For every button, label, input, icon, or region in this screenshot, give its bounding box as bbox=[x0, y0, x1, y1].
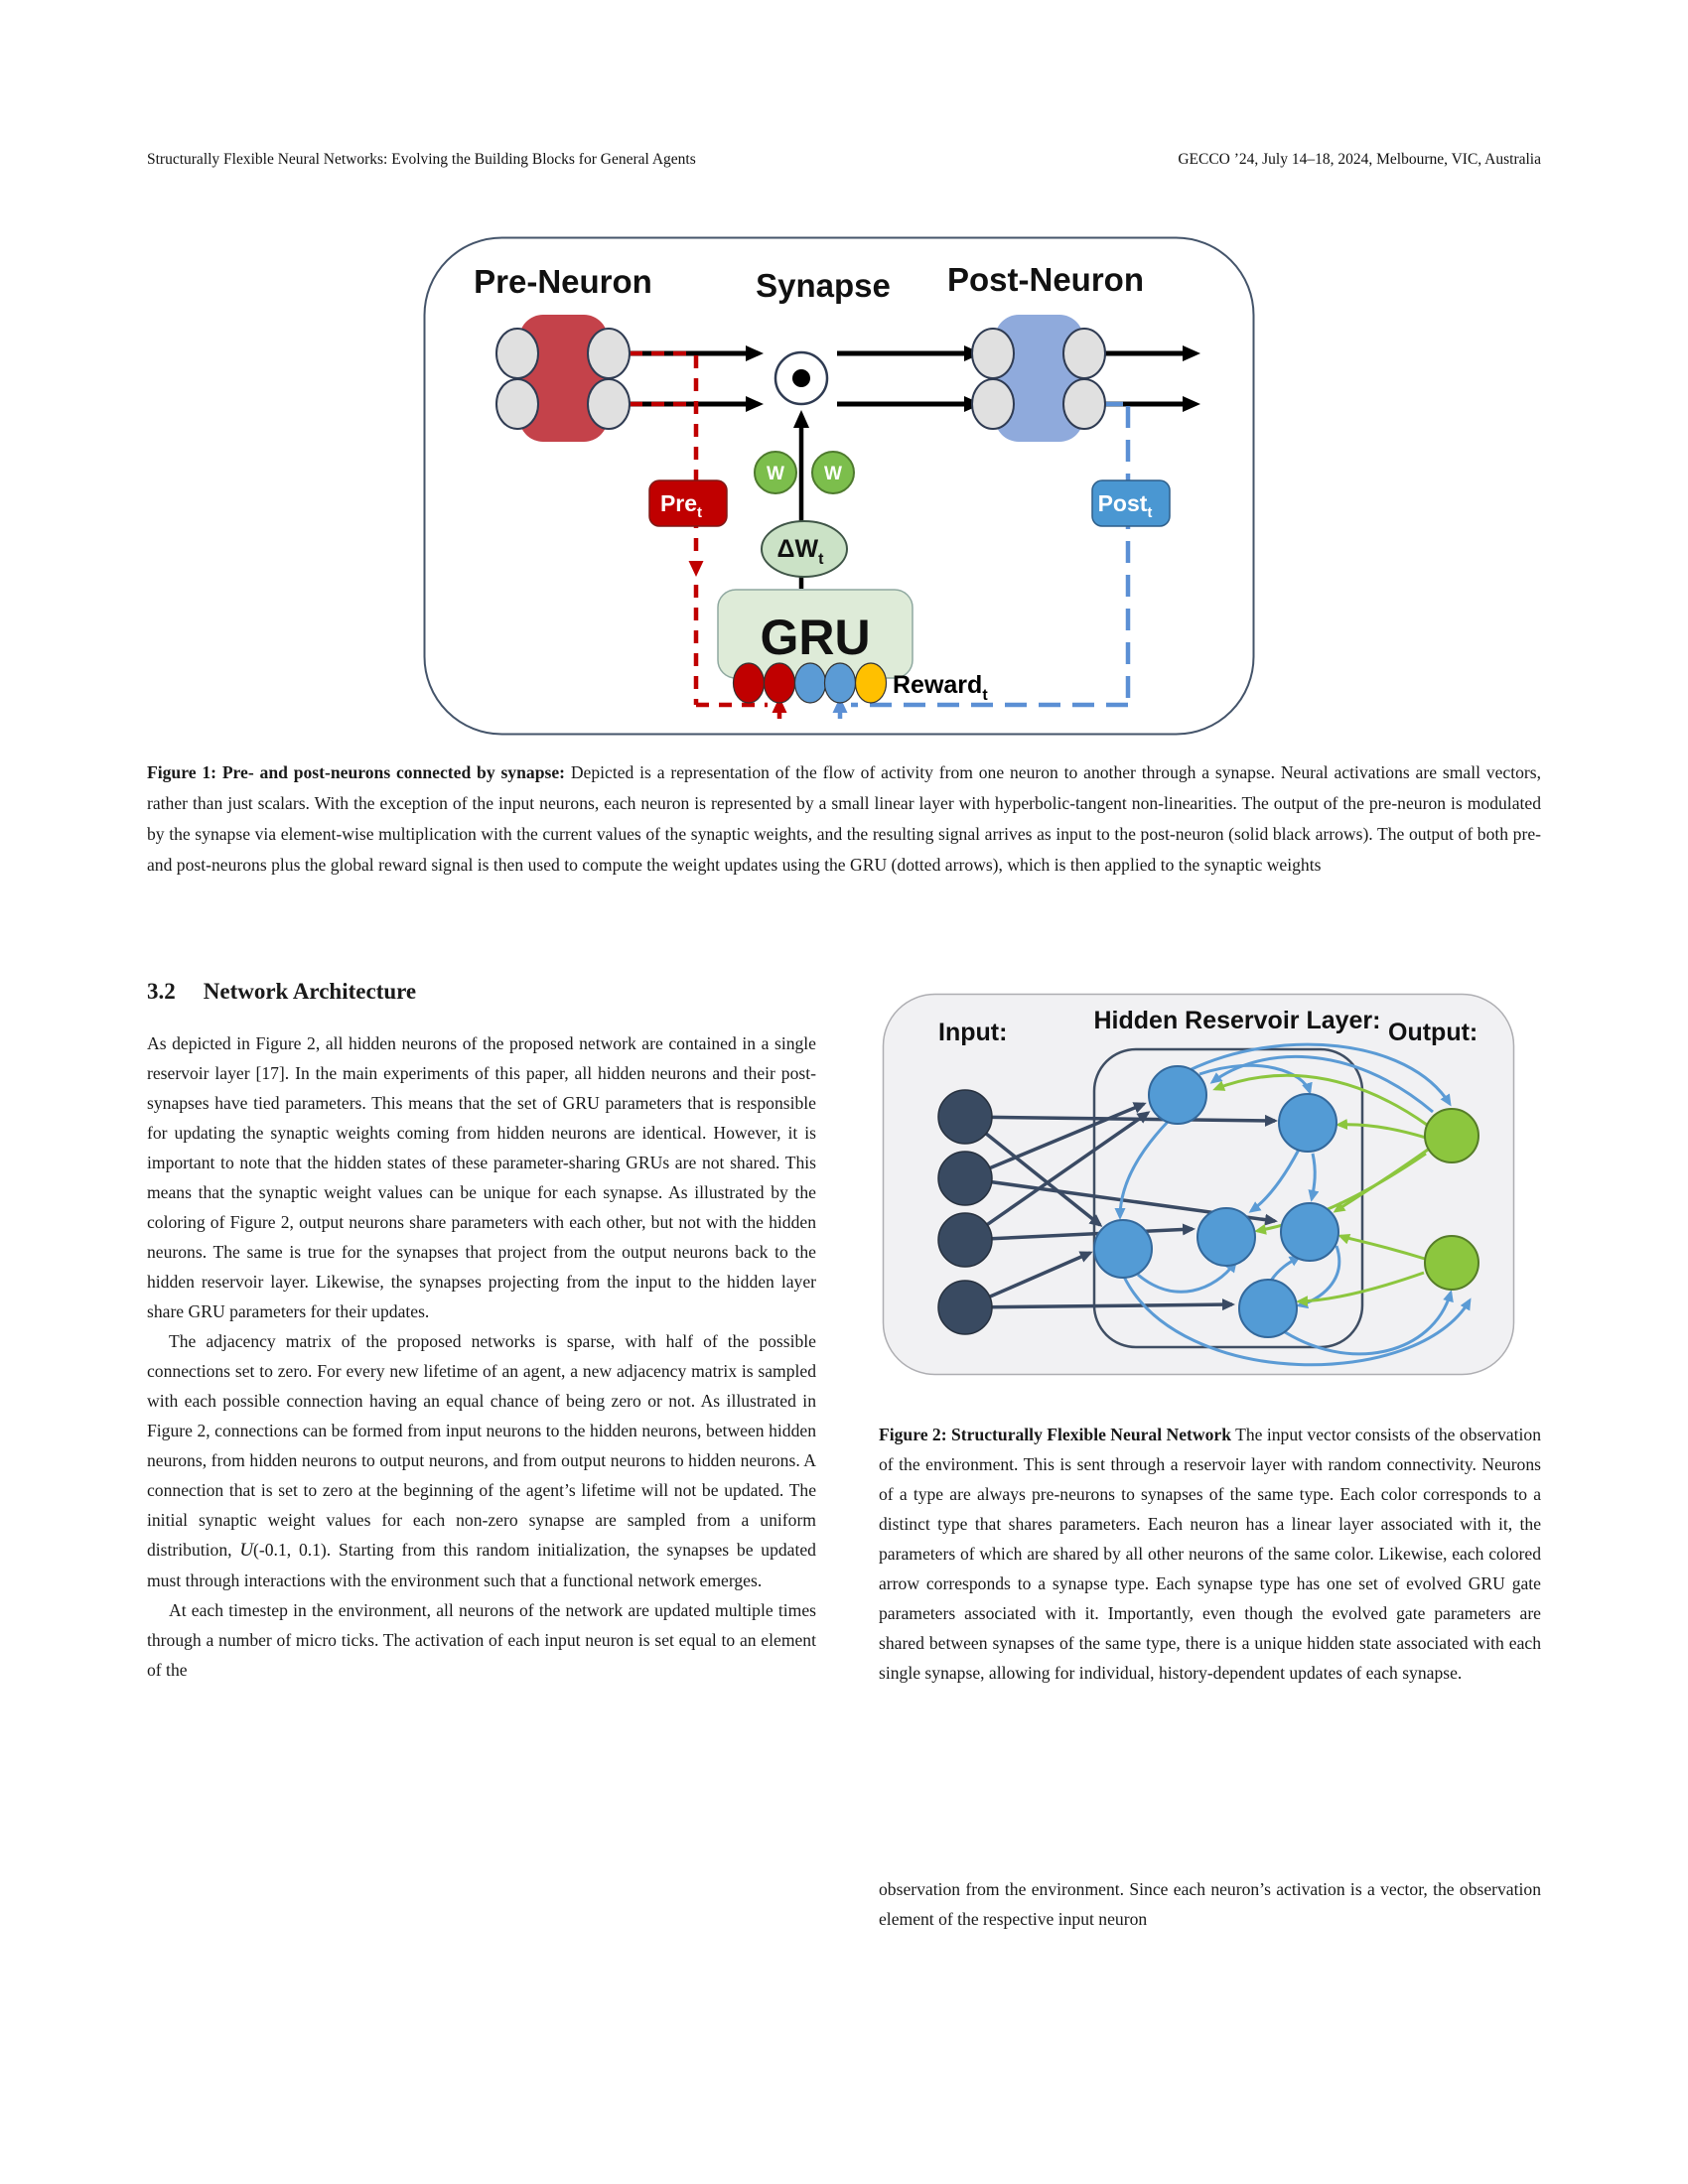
running-title: Structurally Flexible Neural Networks: Evolving the Building Blocks for General Agents bbox=[147, 151, 696, 168]
figure1-diagram bbox=[422, 235, 1256, 737]
paragraph: As depicted in Figure 2, all hidden neurons of the proposed network are contained in a single reservoir layer [17]. In the main experiments of this paper, all hidden neurons and their post-synapses have tied parameters. This means that the set of GRU parameters that is responsible for updating the synaptic weights coming from hidden neurons are identical. However, it is important to note that the hidden states of these parameter-sharing GRUs are not shared. This means that the synaptic weight values can be unique for each synapse. As illustrated by the coloring of Figure 2, output neurons share parameters with each other, but not with the hidden neurons. The same is true for the synapses that project from the output neurons back to the hidden reservoir layer. Likewise, the synapses projecting from the input to the hidden layer share GRU parameters for their updates. bbox=[147, 1033, 816, 1321]
figure2-caption-lead: Figure 2: Structurally Flexible Neural Network bbox=[879, 1425, 1231, 1444]
figure2-caption-body: The input vector consists of the observation of the environment. This is sent through a reservoir layer with random connectivity. Neurons of a type are always pre-neurons to synapses of the same type. Each color corresponds to a distinct type that shares parameters. Each neuron has a linear layer associated with it, the parameters of which are shared by all other neurons of the same color. Likewise, each colored arrow corresponds to a synapse type. Each synapse type has one set of evolved GRU gate parameters associated with it. Importantly, even though the evolved gate parameters are shared between synapses of the same type, there is a unique hidden state associated with each single synapse, allowing for individual, history-dependent updates of each synapse. bbox=[879, 1425, 1541, 1683]
post-t-label: Post$_t$ bbox=[1097, 490, 1153, 521]
section-heading bbox=[147, 979, 416, 1005]
paragraph: At each timestep in the environment, all neurons of the network are updated multiple times through a number of micro ticks. The activation of each input neuron is set equal to an element of the bbox=[147, 1600, 816, 1680]
synapse-dot bbox=[792, 369, 810, 387]
right-column-text bbox=[879, 1874, 1541, 1934]
post-neuron-label: Post-Neuron bbox=[947, 261, 1144, 298]
w-label-1: W bbox=[767, 464, 784, 484]
synapse-label: Synapse bbox=[756, 267, 891, 304]
script-u-symbol: U bbox=[239, 1540, 254, 1561]
pre-neuron-label: Pre-Neuron bbox=[474, 263, 652, 300]
reward-label: Reward$_t$ bbox=[893, 671, 988, 704]
conference-info: GECCO ’24, July 14–18, 2024, Melbourne, VIC, Australia bbox=[1178, 151, 1541, 168]
section-number: 3.2 bbox=[147, 979, 176, 1004]
paragraph: The adjacency matrix of the proposed networks is sparse, with half of the possible connections set to zero. For every new lifetime of an agent, a new adjacency matrix is sampled with each possible connection having an equal chance of being zero or not. As illustrated in Figure 2, connections can be formed from input neurons to the hidden neurons, between hidden neurons, from hidden neurons to output neurons, and from output neurons to hidden neurons. A connection that is set to zero at the beginning of the agent’s lifetime will not be updated. The initial synaptic weight values for each non-zero synapse are sampled from a uniform distribution, U(-0.1, 0.1). Starting from this random initialization, the synapses be updated must through interactions with the environment such that a functional network emerges. bbox=[147, 1331, 816, 1590]
gru-label: GRU bbox=[760, 610, 871, 665]
figure2-caption bbox=[879, 1420, 1541, 1688]
delta-w-label: $\Delta W_t$ bbox=[776, 535, 824, 568]
paragraph: observation from the environment. Since each neuron’s activation is a vector, the observation element of the respective input neuron bbox=[879, 1879, 1541, 1929]
figure1-caption-body: Depicted is a representation of the flow of activity from one neuron to another through a synapse. Neural activations are small vectors, rather than just scalars. With the exception of the input neurons, each neuron is represented by a small linear layer with hyperbolic-tangent non-linearities. The output of the pre-neuron is modulated by the synapse via element-wise multiplication with the current values of the synaptic weights, and the resulting signal arrives as input to the post-neuron (solid black arrows). The output of both pre- and post-neurons plus the global reward signal is then used to compute the weight updates using the GRU (dotted arrows), which is then applied to the synaptic weights bbox=[147, 762, 1541, 875]
figure1-caption-lead: Figure 1: Pre- and post-neurons connected by synapse: bbox=[147, 762, 565, 782]
figure1-caption bbox=[147, 757, 1541, 881]
hidden-reservoir-label: Hidden Reservoir Layer: bbox=[1093, 1007, 1381, 1034]
gru-input-ellipses bbox=[734, 663, 887, 703]
input-label: Input: bbox=[938, 1019, 1008, 1046]
figure2-diagram bbox=[882, 993, 1515, 1380]
w-label-2: W bbox=[824, 464, 842, 484]
output-label: Output: bbox=[1388, 1019, 1478, 1046]
pre-t-label: Pre$_t$ bbox=[659, 490, 703, 521]
left-column-text bbox=[147, 1028, 816, 1685]
section-title: Network Architecture bbox=[203, 979, 417, 1004]
